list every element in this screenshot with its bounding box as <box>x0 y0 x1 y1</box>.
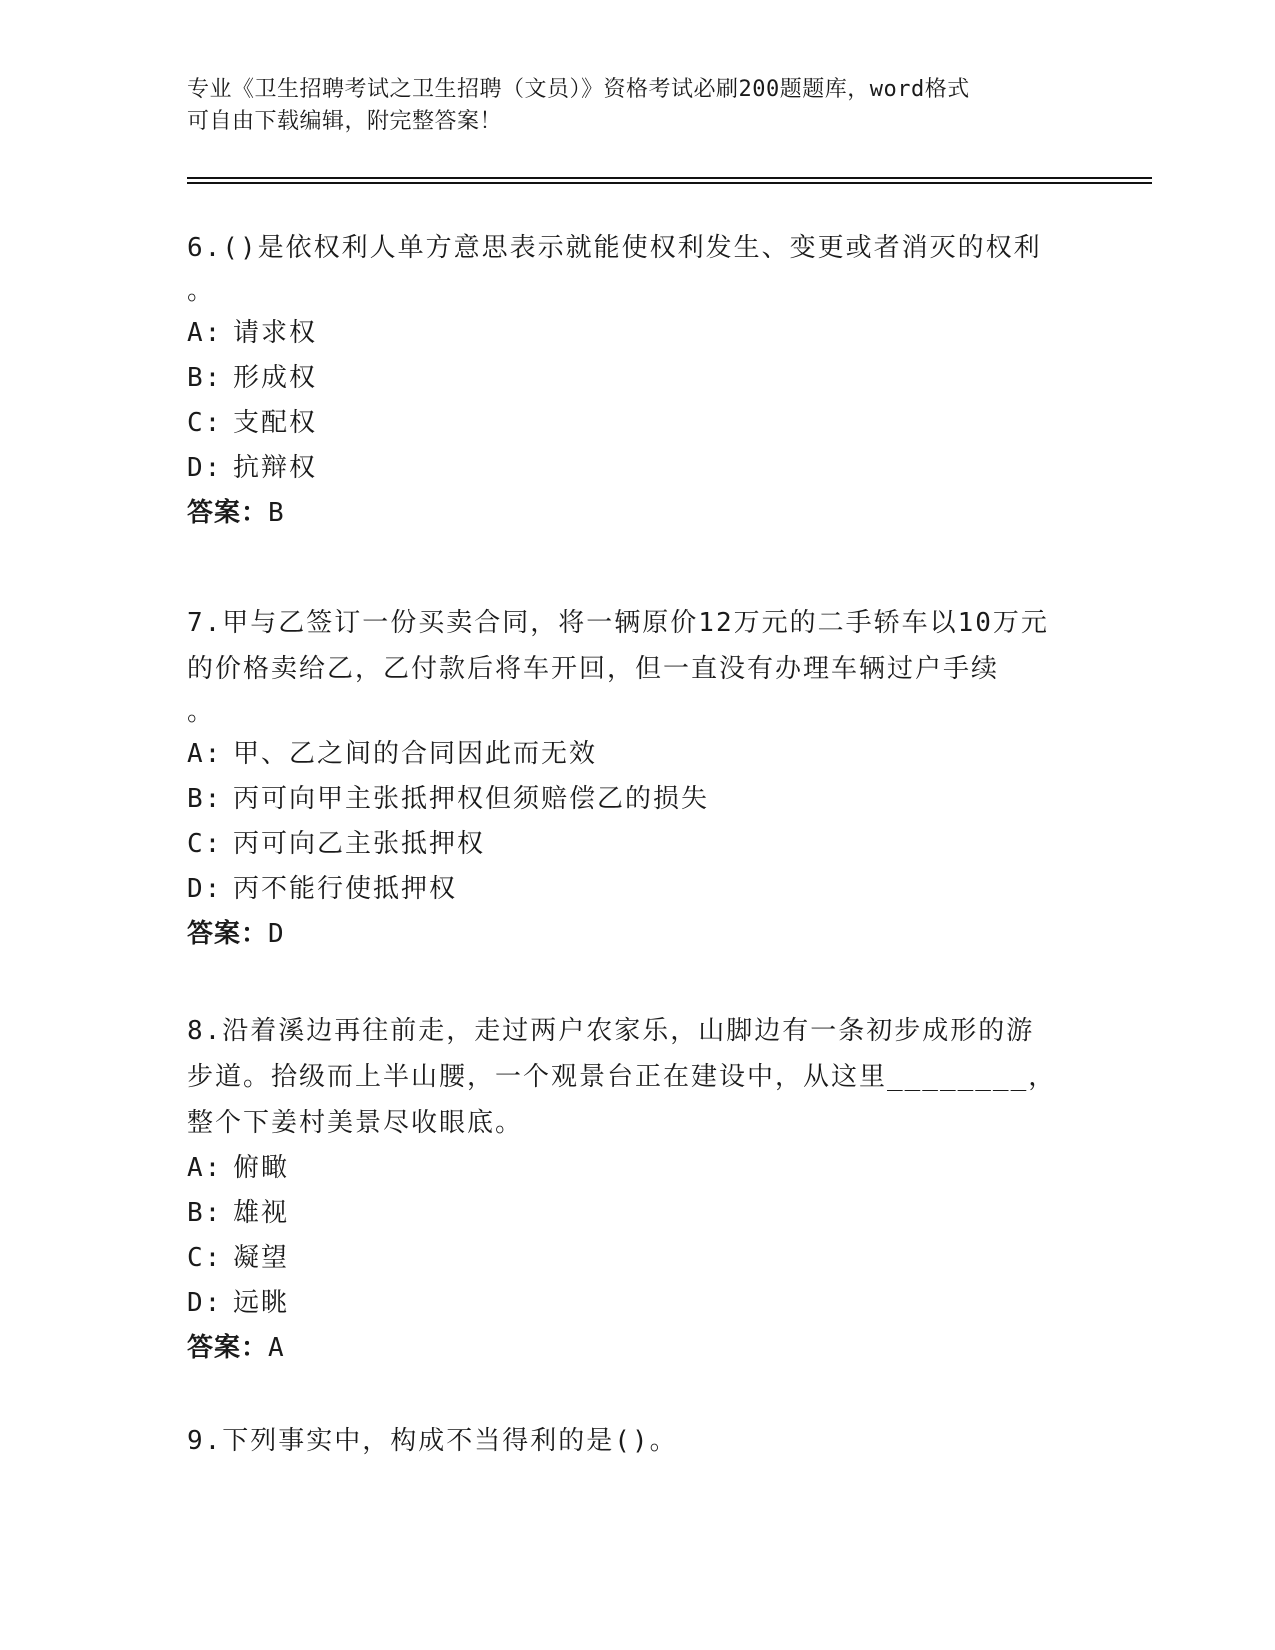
option-letter: A: <box>187 739 223 769</box>
question-stem <box>187 1008 1057 1146</box>
question-7 <box>187 600 1057 957</box>
option-a <box>187 311 1057 356</box>
option-letter: A: <box>187 318 223 348</box>
option-text: 抗辩权 <box>233 453 318 483</box>
answer-value: A <box>268 1333 285 1363</box>
option-text: 丙可向甲主张抵押权但须赔偿乙的损失 <box>233 784 710 814</box>
question-stem-text: 8.沿着溪边再往前走，走过两户农家乐，山脚边有一条初步成形的游步道。拾级而上半山腰，一个观景台正在建设中，从这里________，整个下姜村美景尽收眼底。 <box>187 1016 1057 1138</box>
option-letter: C: <box>187 829 223 859</box>
option-c <box>187 401 1057 446</box>
option-letter: D: <box>187 1288 223 1318</box>
option-text: 形成权 <box>233 363 318 393</box>
question-9 <box>187 1418 1057 1464</box>
question-stem-text: 6.()是依权利人单方意思表示就能使权利发生、变更或者消灭的权利 <box>187 233 1042 263</box>
header-divider-top <box>187 177 1152 179</box>
question-8 <box>187 1008 1057 1371</box>
option-text: 俯瞰 <box>233 1153 290 1183</box>
question-stem <box>187 225 1057 311</box>
option-letter: B: <box>187 1198 223 1228</box>
option-letter: C: <box>187 408 223 438</box>
answer-label: 答案： <box>187 919 269 949</box>
option-letter: C: <box>187 1243 223 1273</box>
answer-line <box>187 1326 1057 1371</box>
option-d <box>187 446 1057 491</box>
question-stem-tail: 。 <box>187 276 216 306</box>
option-d <box>187 867 1057 912</box>
option-b <box>187 1191 1057 1236</box>
option-b <box>187 777 1057 822</box>
question-stem-tail: 。 <box>187 697 216 727</box>
option-text: 丙不能行使抵押权 <box>233 874 458 904</box>
question-stem <box>187 600 1057 732</box>
option-a <box>187 732 1057 777</box>
header-divider-bottom <box>187 182 1152 184</box>
option-letter: B: <box>187 784 223 814</box>
option-a <box>187 1146 1057 1191</box>
option-letter: B: <box>187 363 223 393</box>
answer-line <box>187 912 1057 957</box>
option-text: 甲、乙之间的合同因此而无效 <box>233 739 598 769</box>
answer-label: 答案： <box>187 498 269 528</box>
header-line-1: 专业《卫生招聘考试之卫生招聘（文员）》资格考试必刷200题题库，word格式 <box>187 77 970 102</box>
option-text: 远眺 <box>233 1288 290 1318</box>
answer-line <box>187 491 1057 536</box>
question-6 <box>187 225 1057 536</box>
option-c <box>187 1236 1057 1281</box>
option-text: 请求权 <box>233 318 318 348</box>
answer-label: 答案： <box>187 1333 269 1363</box>
option-d <box>187 1281 1057 1326</box>
answer-value: D <box>268 919 285 949</box>
option-letter: A: <box>187 1153 223 1183</box>
answer-value: B <box>268 498 285 528</box>
header-line-2: 可自由下载编辑，附完整答案！ <box>187 109 503 134</box>
option-text: 支配权 <box>233 408 318 438</box>
option-letter: D: <box>187 453 223 483</box>
option-text: 丙可向乙主张抵押权 <box>233 829 486 859</box>
document-header <box>187 74 1067 138</box>
question-stem-text: 9.下列事实中，构成不当得利的是()。 <box>187 1426 678 1456</box>
option-text: 凝望 <box>233 1243 290 1273</box>
option-text: 雄视 <box>233 1198 290 1228</box>
option-b <box>187 356 1057 401</box>
question-stem-text: 7.甲与乙签订一份买卖合同，将一辆原价12万元的二手轿车以10万元的价格卖给乙，乙付款后将车开回，但一直没有办理车辆过户手续 <box>187 608 1049 684</box>
option-c <box>187 822 1057 867</box>
option-letter: D: <box>187 874 223 904</box>
question-stem <box>187 1418 1057 1464</box>
